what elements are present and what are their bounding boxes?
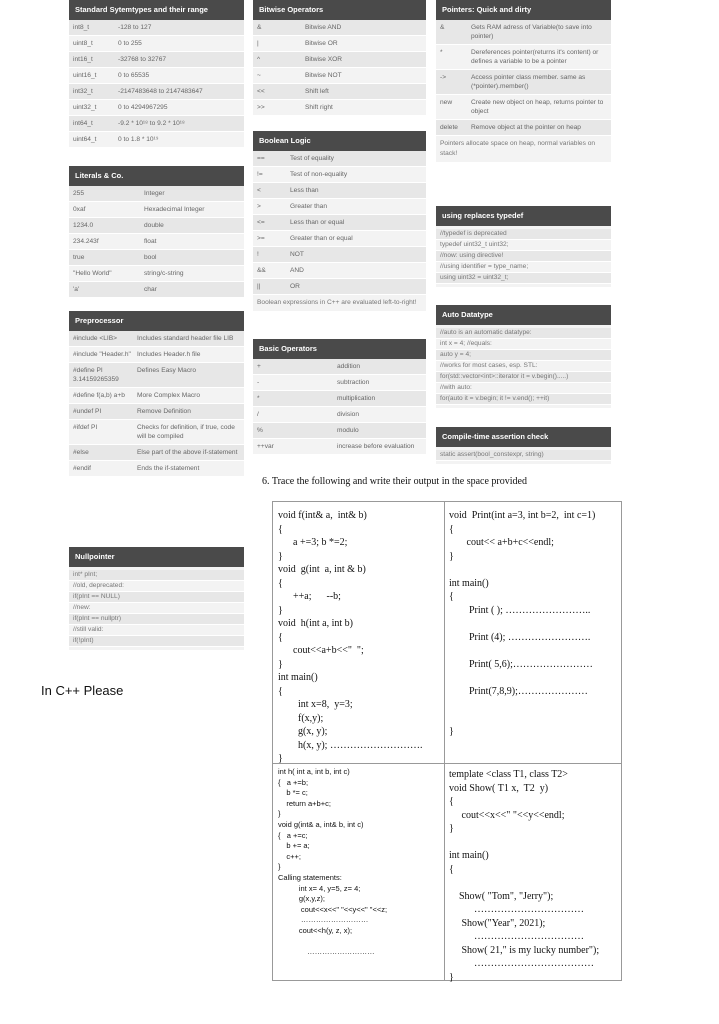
code-line: //auto is an automatic datatype:	[436, 328, 611, 339]
code-line: void g(int a, int & b)	[278, 564, 366, 575]
row-value: Greater than	[290, 203, 328, 210]
table-row	[69, 445, 244, 461]
row-key: +	[257, 363, 261, 370]
code-line: ……………………………	[449, 904, 584, 915]
code-line: }	[449, 726, 454, 737]
code-line: Show( "Tom", "Jerry");	[449, 890, 554, 902]
table-row	[253, 407, 426, 423]
code-line: {	[449, 796, 454, 807]
basic-ops-card	[253, 339, 426, 455]
code-line: Show("Year", 2021);	[449, 917, 546, 929]
code-line: template <class T1, class T2>	[449, 769, 568, 780]
row-key: uint32_t	[73, 104, 97, 111]
code-line: }	[278, 809, 281, 819]
pointers-note: Pointers allocate space on heap, normal variables on stack!	[440, 140, 596, 157]
row-value: NOT	[290, 251, 304, 258]
row-key: -	[257, 379, 260, 386]
row-key: &&	[257, 267, 266, 274]
code-line: g(x, y);	[278, 726, 328, 737]
row-value: Bitwise XOR	[305, 56, 343, 63]
table-row	[253, 375, 426, 391]
row-value: 0 to 65535	[118, 72, 150, 79]
table-row	[253, 36, 426, 52]
table-row	[253, 52, 426, 68]
row-key: uint16_t	[73, 72, 97, 79]
row-value: Hexadecimal Integer	[144, 206, 205, 213]
cell-bottom-right	[449, 768, 599, 984]
row-key: #include <LIB>	[73, 335, 117, 342]
code-line: }	[278, 604, 283, 616]
row-value: Defines Easy Macro	[137, 367, 196, 374]
row-key: #define f(a,b) a+b	[73, 392, 125, 399]
code-line: {	[449, 591, 454, 602]
row-value: Create new object on heap, returns pointer to object	[471, 99, 604, 115]
table-row	[69, 52, 244, 68]
code-line: Calling statements:	[278, 872, 342, 882]
code-line: }	[449, 971, 454, 983]
row-value: Shift right	[305, 104, 333, 111]
row-key: <	[257, 187, 261, 194]
row-key: #undef PI	[73, 408, 102, 415]
code-line: int x= 4, y=5, z= 4;	[278, 883, 361, 893]
table-row	[69, 388, 244, 404]
table-row	[69, 186, 244, 202]
row-value: Test of non-equality	[290, 171, 348, 178]
row-key: uint64_t	[73, 136, 97, 143]
table-row	[69, 347, 244, 363]
row-key: ~	[257, 72, 261, 79]
table-row	[253, 183, 426, 199]
code-line	[449, 563, 595, 577]
row-key: ++var	[257, 443, 274, 450]
row-value: Bitwise OR	[305, 40, 338, 47]
table-row	[253, 199, 426, 215]
row-key: &	[257, 24, 262, 31]
row-value: Integer	[144, 190, 165, 197]
table-row	[69, 363, 244, 388]
auto-title: Auto Datatype	[436, 305, 611, 325]
row-value: Remove object at the pointer on heap	[471, 124, 581, 131]
table-row	[253, 68, 426, 84]
cell-top-right	[449, 509, 595, 739]
row-key: |	[257, 40, 259, 47]
row-value: -128 to 127	[118, 24, 152, 31]
code-line: //using identifier = type_name;	[436, 262, 611, 273]
row-key: true	[73, 254, 85, 261]
code-line: { a +=b;	[278, 777, 309, 787]
row-value: Dereferences pointer(returns it's content) or defines a variable to be a pointer	[471, 49, 599, 65]
code-line: //typedef is deprecated	[436, 229, 611, 240]
row-value: -32768 to 32767	[118, 56, 167, 63]
row-key: <<	[257, 88, 265, 95]
preprocessor-title: Preprocessor	[69, 311, 244, 331]
std-types-card	[69, 0, 244, 148]
row-key: %	[257, 427, 263, 434]
code-line: Show( 21," is my lucky number");	[449, 944, 600, 956]
row-key: 'a'	[73, 286, 80, 293]
code-line: int main()	[449, 577, 489, 589]
code-line: {	[449, 863, 454, 875]
row-value: increase before evaluation	[337, 443, 415, 450]
code-line: cout<<x<<" "<<y<<endl;	[449, 809, 565, 821]
code-line: a +=3; b *=2;	[278, 537, 348, 548]
row-key: <=	[257, 219, 265, 226]
basic-ops-title: Basic Operators	[253, 339, 426, 359]
auto-lines	[436, 325, 611, 408]
row-key: 0xaf	[73, 206, 86, 213]
boolean-rows	[253, 151, 426, 295]
row-value: More Complex Macro	[137, 392, 201, 399]
row-key: !	[257, 251, 259, 258]
code-line: void Show( T1 x, T2 y)	[449, 782, 549, 794]
code-line: auto y = 4;	[436, 350, 611, 361]
code-line: void g(int& a, int& b, int c)	[278, 819, 364, 829]
table-row	[69, 250, 244, 266]
code-line: static assert(bool_constexpr, string)	[436, 450, 611, 461]
literals-card	[69, 166, 244, 298]
row-value: -2147483648 to 2147483647	[118, 88, 203, 95]
table-row	[436, 45, 611, 70]
row-value: OR	[290, 283, 300, 290]
table-row	[253, 247, 426, 263]
nullpointer-card	[69, 547, 244, 650]
row-value: division	[337, 411, 359, 418]
code-line: ………………………………	[449, 958, 594, 969]
code-line: void Print(int a=3, int b=2, int c=1)	[449, 510, 596, 521]
boolean-note: Boolean expressions in C++ are evaluated left-to-right!	[257, 299, 417, 306]
code-line: }	[449, 550, 454, 562]
code-line	[449, 617, 595, 631]
table-row	[253, 215, 426, 231]
literals-rows	[69, 186, 244, 298]
code-line: int h( int a, int b, int c)	[278, 767, 350, 776]
table-row	[436, 20, 611, 45]
table-row	[253, 100, 426, 116]
table-row	[69, 116, 244, 132]
literals-title: Literals & Co.	[69, 166, 244, 186]
row-key: #define PI 3.14159265359	[73, 367, 119, 383]
row-key: delete	[440, 124, 458, 131]
table-row	[253, 151, 426, 167]
row-key: *	[257, 395, 260, 402]
code-line	[449, 644, 595, 658]
table-row	[253, 359, 426, 375]
row-key: #endif	[73, 465, 91, 472]
row-key: /	[257, 411, 259, 418]
row-value: 0 to 4294967295	[118, 104, 168, 111]
table-row	[69, 461, 244, 477]
code-line: b *= c;	[278, 788, 308, 798]
code-line: cout<<h(y, z, x);	[278, 925, 353, 935]
row-value: Access pointer class member. same as (*pointer).member()	[471, 74, 586, 90]
pointers-card	[436, 0, 611, 162]
row-key: ->	[440, 74, 447, 81]
table-row	[253, 423, 426, 439]
compile-time-card	[436, 427, 611, 464]
table-row	[69, 100, 244, 116]
row-value: Less than	[290, 187, 319, 194]
row-value: bool	[144, 254, 157, 261]
code-line: }	[278, 658, 283, 670]
code-line: //old, deprecated:	[69, 581, 244, 592]
row-key: new	[440, 99, 453, 106]
code-line: typedef uint32_t uint32;	[436, 240, 611, 251]
code-line: int x = 4; //equals:	[436, 339, 611, 350]
row-value: Bitwise AND	[305, 24, 342, 31]
code-line: {	[278, 685, 283, 697]
boolean-card	[253, 131, 426, 311]
row-value: char	[144, 286, 157, 293]
row-value: Greater than or equal	[290, 235, 353, 242]
bitwise-title: Bitwise Operators	[253, 0, 426, 20]
table-row	[69, 36, 244, 52]
code-line	[449, 671, 595, 685]
code-line: cout<< a+b+c<<endl;	[449, 537, 554, 548]
code-line: //new:	[69, 603, 244, 614]
code-line: using uint32 = uint32_t;	[436, 273, 611, 284]
pointers-rows	[436, 20, 611, 136]
row-key: ^	[257, 56, 261, 63]
code-line: Print (4); …………………….	[449, 631, 591, 643]
row-value: subtraction	[337, 379, 370, 386]
code-line: Print(7,8,9);…………………	[449, 685, 588, 697]
code-line: //now: using directive!	[436, 251, 611, 262]
row-value: Includes standard header file LIB	[137, 335, 234, 342]
code-line: h(x, y); ……………………….	[278, 739, 423, 751]
table-row	[69, 218, 244, 234]
side-note: In C++ Please	[41, 683, 124, 698]
code-line: ……………………………	[449, 931, 584, 942]
table-row	[253, 84, 426, 100]
row-value: Shift left	[305, 88, 329, 95]
code-line: }	[278, 862, 281, 872]
row-value: modulo	[337, 427, 359, 434]
preprocessor-card	[69, 311, 244, 477]
question-6: 6. Trace the following and write their output in the space provided	[262, 476, 527, 487]
code-line: //still valid:	[69, 625, 244, 636]
cell-top-left	[278, 509, 422, 766]
row-key: int8_t	[73, 24, 90, 31]
table-row	[69, 84, 244, 100]
row-key: *	[440, 49, 443, 56]
trace-table	[272, 501, 622, 981]
code-line: void f(int& a, int& b)	[278, 510, 367, 521]
bitwise-card	[253, 0, 426, 116]
cell-bottom-left	[278, 767, 387, 958]
table-row	[69, 20, 244, 36]
using-title: using replaces typedef	[436, 206, 611, 226]
preprocessor-rows	[69, 331, 244, 477]
table-row	[69, 234, 244, 250]
table-row	[69, 132, 244, 148]
table-divider-vertical	[444, 502, 445, 980]
code-line: {	[278, 631, 283, 643]
code-line: ………………………	[278, 947, 375, 957]
table-row	[253, 391, 426, 407]
row-value: double	[144, 222, 164, 229]
code-line: ………………………	[278, 915, 369, 925]
code-line: int* pInt;	[69, 570, 244, 581]
row-value: float	[144, 238, 157, 245]
row-value: addition	[337, 363, 361, 370]
table-row	[69, 420, 244, 445]
row-value: 0 to 255	[118, 40, 142, 47]
code-line: cout<<a+b<<" ";	[278, 645, 364, 656]
row-value: Test of equality	[290, 155, 334, 162]
code-line: }	[278, 753, 283, 764]
code-line: }	[449, 823, 454, 834]
row-key: 234.243f	[73, 238, 99, 245]
row-key: int16_t	[73, 56, 93, 63]
nullpointer-lines	[69, 567, 244, 650]
row-key: "Hello World"	[73, 270, 112, 277]
code-line: //works for most cases, esp. STL:	[436, 361, 611, 372]
code-line: cout<<x<<" "<<y<<" "<<z;	[278, 904, 388, 914]
row-value: Bitwise NOT	[305, 72, 342, 79]
boolean-title: Boolean Logic	[253, 131, 426, 151]
table-row	[69, 202, 244, 218]
code-line: for(auto it = v.begin; it != v.end(); ++it)	[436, 394, 611, 405]
std-types-title: Standard Sytemtypes and their range	[69, 0, 244, 20]
row-key: !=	[257, 171, 263, 178]
row-key: 1234.0	[73, 222, 94, 229]
code-line: Print ( ); ……………………..	[449, 604, 591, 616]
row-key: #else	[73, 449, 89, 456]
row-value: Checks for definition, if true, code will be compiled	[137, 424, 235, 440]
table-row	[436, 120, 611, 136]
row-value: Ends the if-statement	[137, 465, 200, 472]
table-row	[253, 279, 426, 295]
row-key: 255	[73, 190, 85, 197]
code-line	[449, 836, 599, 850]
table-row	[69, 68, 244, 84]
table-row	[253, 263, 426, 279]
code-line: int main()	[449, 850, 489, 861]
table-row	[69, 331, 244, 347]
table-row	[69, 266, 244, 282]
code-line: void h(int a, int b)	[278, 618, 353, 629]
code-line: int main()	[278, 672, 318, 683]
code-line: {	[278, 523, 283, 535]
bitwise-rows	[253, 20, 426, 116]
code-line: {	[278, 577, 283, 589]
row-value: Less than or equal	[290, 219, 345, 226]
code-line: b += a;	[278, 841, 310, 851]
code-line	[449, 712, 595, 726]
code-line: Print( 5,6);……………………	[449, 658, 593, 670]
table-row	[253, 231, 426, 247]
table-row	[436, 70, 611, 95]
code-line	[449, 876, 599, 890]
row-key: uint8_t	[73, 40, 93, 47]
row-key: ||	[257, 283, 261, 290]
row-value: multiplication	[337, 395, 376, 402]
basic-ops-rows	[253, 359, 426, 455]
code-line: if(pInt == NULL)	[69, 592, 244, 603]
code-line: for(std::vector<int>::iterator it = v.begin().....)	[436, 372, 611, 383]
row-value: AND	[290, 267, 304, 274]
row-key: >	[257, 203, 261, 210]
row-key: &	[440, 24, 445, 31]
code-line	[449, 698, 595, 712]
code-line: //with auto:	[436, 383, 611, 394]
using-card	[436, 206, 611, 287]
code-line: {	[449, 523, 454, 535]
auto-card	[436, 305, 611, 408]
row-key: int32_t	[73, 88, 93, 95]
table-row	[253, 20, 426, 36]
row-key: #ifdef PI	[73, 424, 98, 431]
code-line: f(x,y);	[278, 712, 324, 724]
code-line: if(pInt == nullptr)	[69, 614, 244, 625]
code-line: }	[278, 550, 283, 562]
pointers-title: Pointers: Quick and dirty	[436, 0, 611, 20]
row-value: 0 to 1.8 * 10¹⁹	[118, 136, 159, 143]
compile-time-lines	[436, 447, 611, 464]
compile-time-title: Compile-time assertion check	[436, 427, 611, 447]
nullpointer-title: Nullpointer	[69, 547, 244, 567]
row-value: Remove Definition	[137, 408, 191, 415]
row-value: Else part of the above if-statement	[137, 449, 238, 456]
code-line: c++;	[278, 851, 301, 861]
row-key: int64_t	[73, 120, 93, 127]
row-value: string/c-string	[144, 270, 184, 277]
row-value: Includes Header.h file	[137, 351, 201, 358]
row-key: ==	[257, 155, 265, 162]
code-line: { a +=c;	[278, 830, 308, 840]
table-row	[253, 167, 426, 183]
code-line: return a+b+c;	[278, 798, 331, 808]
row-value: Gets RAM adress of Variable(to save into pointer)	[471, 24, 592, 40]
code-line: if(!pInt)	[69, 636, 244, 647]
row-key: >>	[257, 104, 265, 111]
std-types-rows	[69, 20, 244, 148]
code-line: ++a; --b;	[278, 591, 341, 602]
row-key: >=	[257, 235, 265, 242]
using-lines	[436, 226, 611, 287]
table-row	[253, 439, 426, 455]
code-line	[278, 937, 387, 948]
row-value: -9.2 * 10¹⁸ to 9.2 * 10¹⁸	[118, 120, 185, 127]
table-row	[436, 95, 611, 120]
code-line: g(x,y,z);	[278, 894, 325, 904]
row-key: #include "Header.h"	[73, 351, 131, 358]
code-line: int x=8, y=3;	[278, 699, 353, 710]
table-row	[69, 282, 244, 298]
table-row	[69, 404, 244, 420]
